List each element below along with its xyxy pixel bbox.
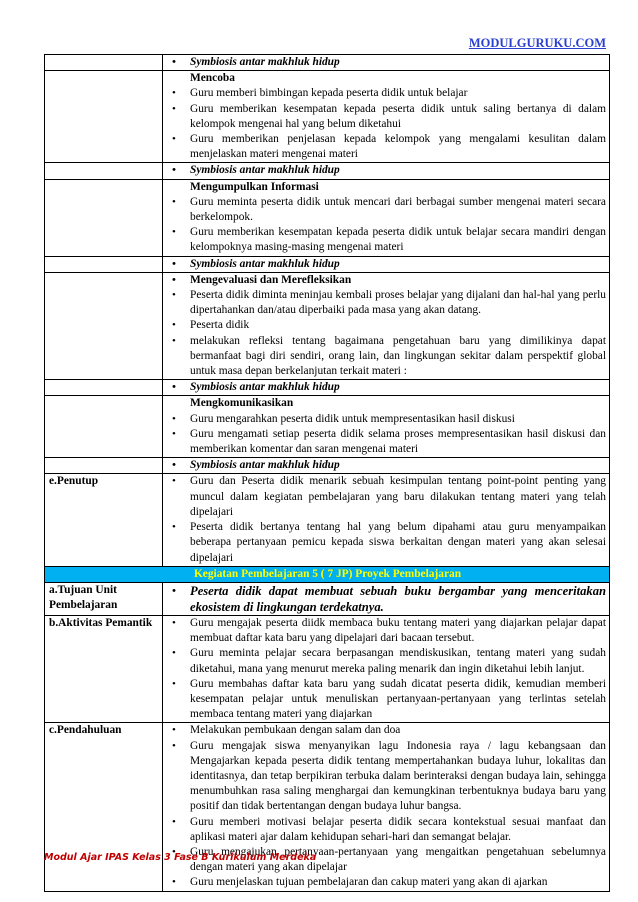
list-item: • Guru memberi motivasi belajar peserta didik secara kontekstual sesuai manfaat dan aplikasi materi ajar dalam kehidupan sehari-hari dan semangat belajar.	[190, 815, 606, 845]
list-item: • Peserta didik bertanya tentang hal yang belum dipahami atau guru menyampaikan beberapa pertanyaan pemicu kepada siswa berkaitan dengan materi yang akan selesai dipelajari	[190, 520, 606, 566]
step-title-mengevaluasi: • Mengevaluasi dan Merefleksikan	[190, 273, 606, 288]
list-item: • Guru memberikan kesempatan kepada peserta didik untuk saling bertanya di dalam kelompok mengenai hal yang belum diketahui	[190, 102, 606, 132]
table-row	[45, 55, 610, 71]
row-label-tujuan: a.Tujuan Unit Pembelajaran	[45, 582, 163, 615]
table-row	[45, 566, 610, 582]
list-item: • Guru meminta peserta didik untuk mencari dari berbagai sumber mengenai materi secara berkelompok.	[190, 195, 606, 225]
table-row	[45, 380, 610, 396]
symbiosis-topic: • Symbiosis antar makhluk hidup	[190, 163, 606, 178]
empty-cell	[45, 71, 163, 163]
table-row	[45, 71, 610, 163]
list-item: • Guru menjelaskan tujuan pembelajaran dan cakup materi yang akan di ajarkan	[190, 875, 606, 890]
table-row	[45, 396, 610, 458]
step-title-mengkomunikasikan: Mengkomunikasikan	[190, 397, 294, 410]
list-item: • Peserta didik	[190, 318, 606, 333]
table-row	[45, 615, 610, 722]
empty-cell	[45, 163, 163, 179]
empty-cell	[45, 179, 163, 256]
table-row	[45, 272, 610, 379]
table-row	[45, 256, 610, 272]
row-label-penutup: e.Penutup	[45, 474, 163, 566]
table-row	[45, 179, 610, 256]
list-item: • Peserta didik diminta meninjau kembali proses belajar yang dijalani dan hal-hal yang perlu dipertahankan dan/atau diperbaiki pada masa yang akan datang.	[190, 288, 606, 318]
table-row	[45, 474, 610, 566]
lesson-plan-table	[44, 54, 610, 892]
section-title: Kegiatan Pembelajaran 5 ( 7 JP) Proyek Pembelajaran	[45, 566, 610, 582]
list-item: • melakukan refleksi tentang bagaimana pengetahuan baru yang dimilikinya dapat bermanfaat bagi diri sendiri, orang lain, dan lingkungan sekitar dalam perspektif global untuk masa depan berkelanjutan terkait materi :	[190, 334, 606, 380]
list-item: • Guru mengarahkan peserta didik untuk mempresentasikan hasil diskusi	[190, 412, 606, 427]
list-item: • Guru memberikan kesempatan kepada peserta didik untuk belajar secara mandiri dengan kelompoknya masing-masing mengenai materi	[190, 225, 606, 255]
footer-text: Modul Ajar IPAS Kelas 3 Fase B Kurikulum Merdeka	[44, 852, 317, 863]
list-item: • Guru mengajak siswa menyanyikan lagu Indonesia raya / lagu kebangsaan dan Mengajarkan kepada peserta didik tentang mempertahankan budaya luhur, lokalitas dan identitasnya, dan tetap berpikiran terbuka dalam berinteraksi dengan budaya lain, sehingga menumbuhkan rasa saling menghargai dan kemungkinan terbentuknya budaya baru yang positif dan tidak bertentangan dengan budaya luhur bangsa.	[190, 739, 606, 815]
symbiosis-topic: • Symbiosis antar makhluk hidup	[190, 257, 606, 272]
list-item: • Guru mengajukan pertanyaan-pertanyaan yang mengaitkan pengetahuan sebelumnya dengan materi yang akan dipelajar	[190, 845, 606, 875]
empty-cell	[45, 55, 163, 71]
table-row	[45, 582, 610, 615]
list-item: • Melakukan pembukaan dengan salam dan doa	[190, 723, 606, 738]
table-row	[45, 723, 610, 891]
symbiosis-topic: • Symbiosis antar makhluk hidup	[190, 380, 606, 395]
list-item: • Guru mengamati setiap peserta didik selama proses mempresentasikan hasil diskusi dan memberikan komentar dan saran mengenai materi	[190, 427, 606, 457]
row-label-pemantik: b.Aktivitas Pemantik	[45, 615, 163, 722]
list-item: • Guru dan Peserta didik menarik sebuah kesimpulan tentang point-point penting yang muncul dalam kegiatan pembelajaran yang baru dilakukan tentang materi yang telah dipelajari	[190, 474, 606, 520]
step-title-mengumpulkan: Mengumpulkan Informasi	[190, 180, 319, 193]
list-item: • Guru meminta pelajar secara berpasangan mendiskusikan, tentang materi yang sudah diketahui, mana yang menurut mereka paling menarik dan ingin diketahui lebih lanjut.	[190, 646, 606, 676]
step-title-mencoba: Mencoba	[190, 72, 235, 85]
empty-cell	[45, 458, 163, 474]
empty-cell	[45, 396, 163, 458]
list-item: • Guru membahas daftar kata baru yang sudah dicatat peserta didik, kemudian memberi kesempatan pelajar untuk menuliskan pertanyaan-pertanyaan yang terlintas setelah membaca tentang materi yang diajarkan	[190, 677, 606, 723]
empty-cell	[45, 256, 163, 272]
site-link[interactable]: MODULGURUKU.COM	[468, 36, 606, 50]
table-row	[45, 458, 610, 474]
symbiosis-topic: • Symbiosis antar makhluk hidup	[190, 55, 606, 70]
list-item: • Guru memberi bimbingan kepada peserta didik untuk belajar	[190, 86, 606, 101]
symbiosis-topic: • Symbiosis antar makhluk hidup	[190, 458, 606, 473]
table-row	[45, 163, 610, 179]
list-item: • Guru memberikan penjelasan kepada kelompok yang mengalami kesulitan dalam menjelaskan materi mengenai materi	[190, 132, 606, 162]
row-label-pendahuluan: c.Pendahuluan	[45, 723, 163, 891]
unit-goal: • Peserta didik dapat membuat sebuah buku bergambar yang menceritakan ekosistem di lingkungan terdekatnya.	[190, 583, 606, 615]
list-item: • Guru mengajak peserta diidk membaca buku tentang materi yang diajarkan pelajar dapat membuat daftar kata baru yang dipelajari dari bacaan tersebut.	[190, 616, 606, 646]
empty-cell	[45, 380, 163, 396]
empty-cell	[45, 272, 163, 379]
